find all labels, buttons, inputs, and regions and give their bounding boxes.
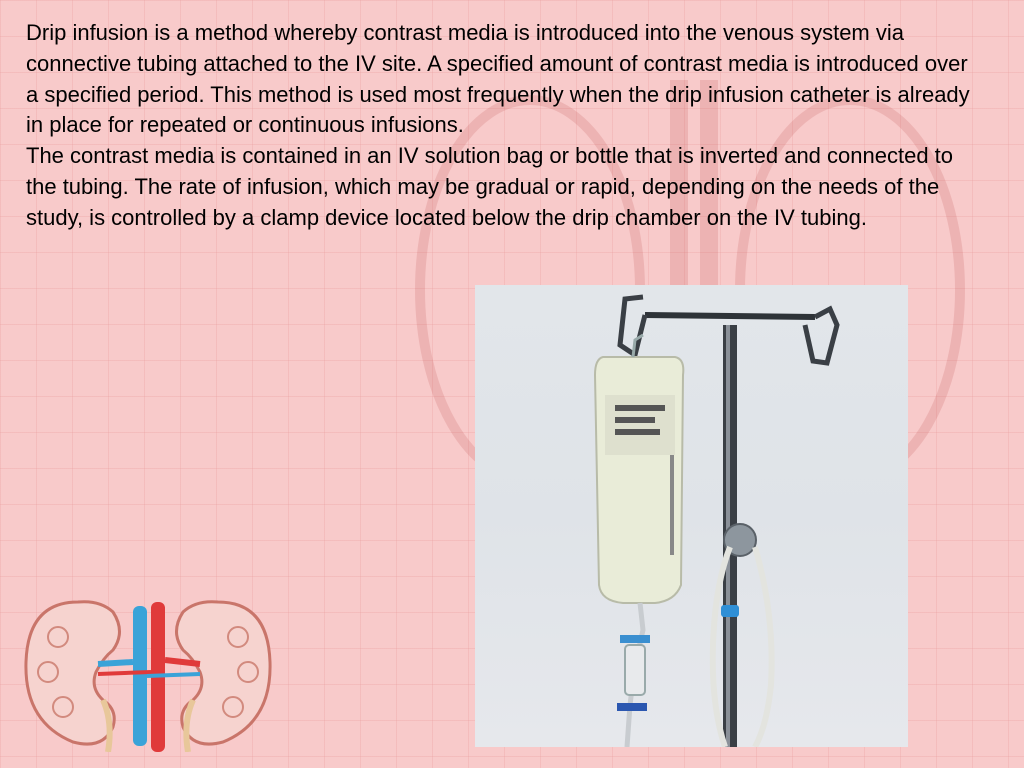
paragraph-2: The contrast media is contained in an IV solution bag or bottle that is inverted and connected to the tubing. The rate of infusion, which may be gradual or rapid, depending on the needs of the study, is controlled by a clamp device located below the drip chamber on the IV tubing. [26,143,954,230]
iv-pole-bag-photo [475,285,908,747]
iv-photo-illustration [475,285,908,747]
paragraph-1: Drip infusion is a method whereby contrast media is introduced into the venous system via connective tubing attached to the IV site. A specified amount of contrast media is introduced over a specified period. This method is used most frequently when the drip infusion catheter is already in place for repeated or continuous infusions. [26,20,970,138]
kidney-illustration [18,592,278,752]
slide-body-text [26,18,986,234]
